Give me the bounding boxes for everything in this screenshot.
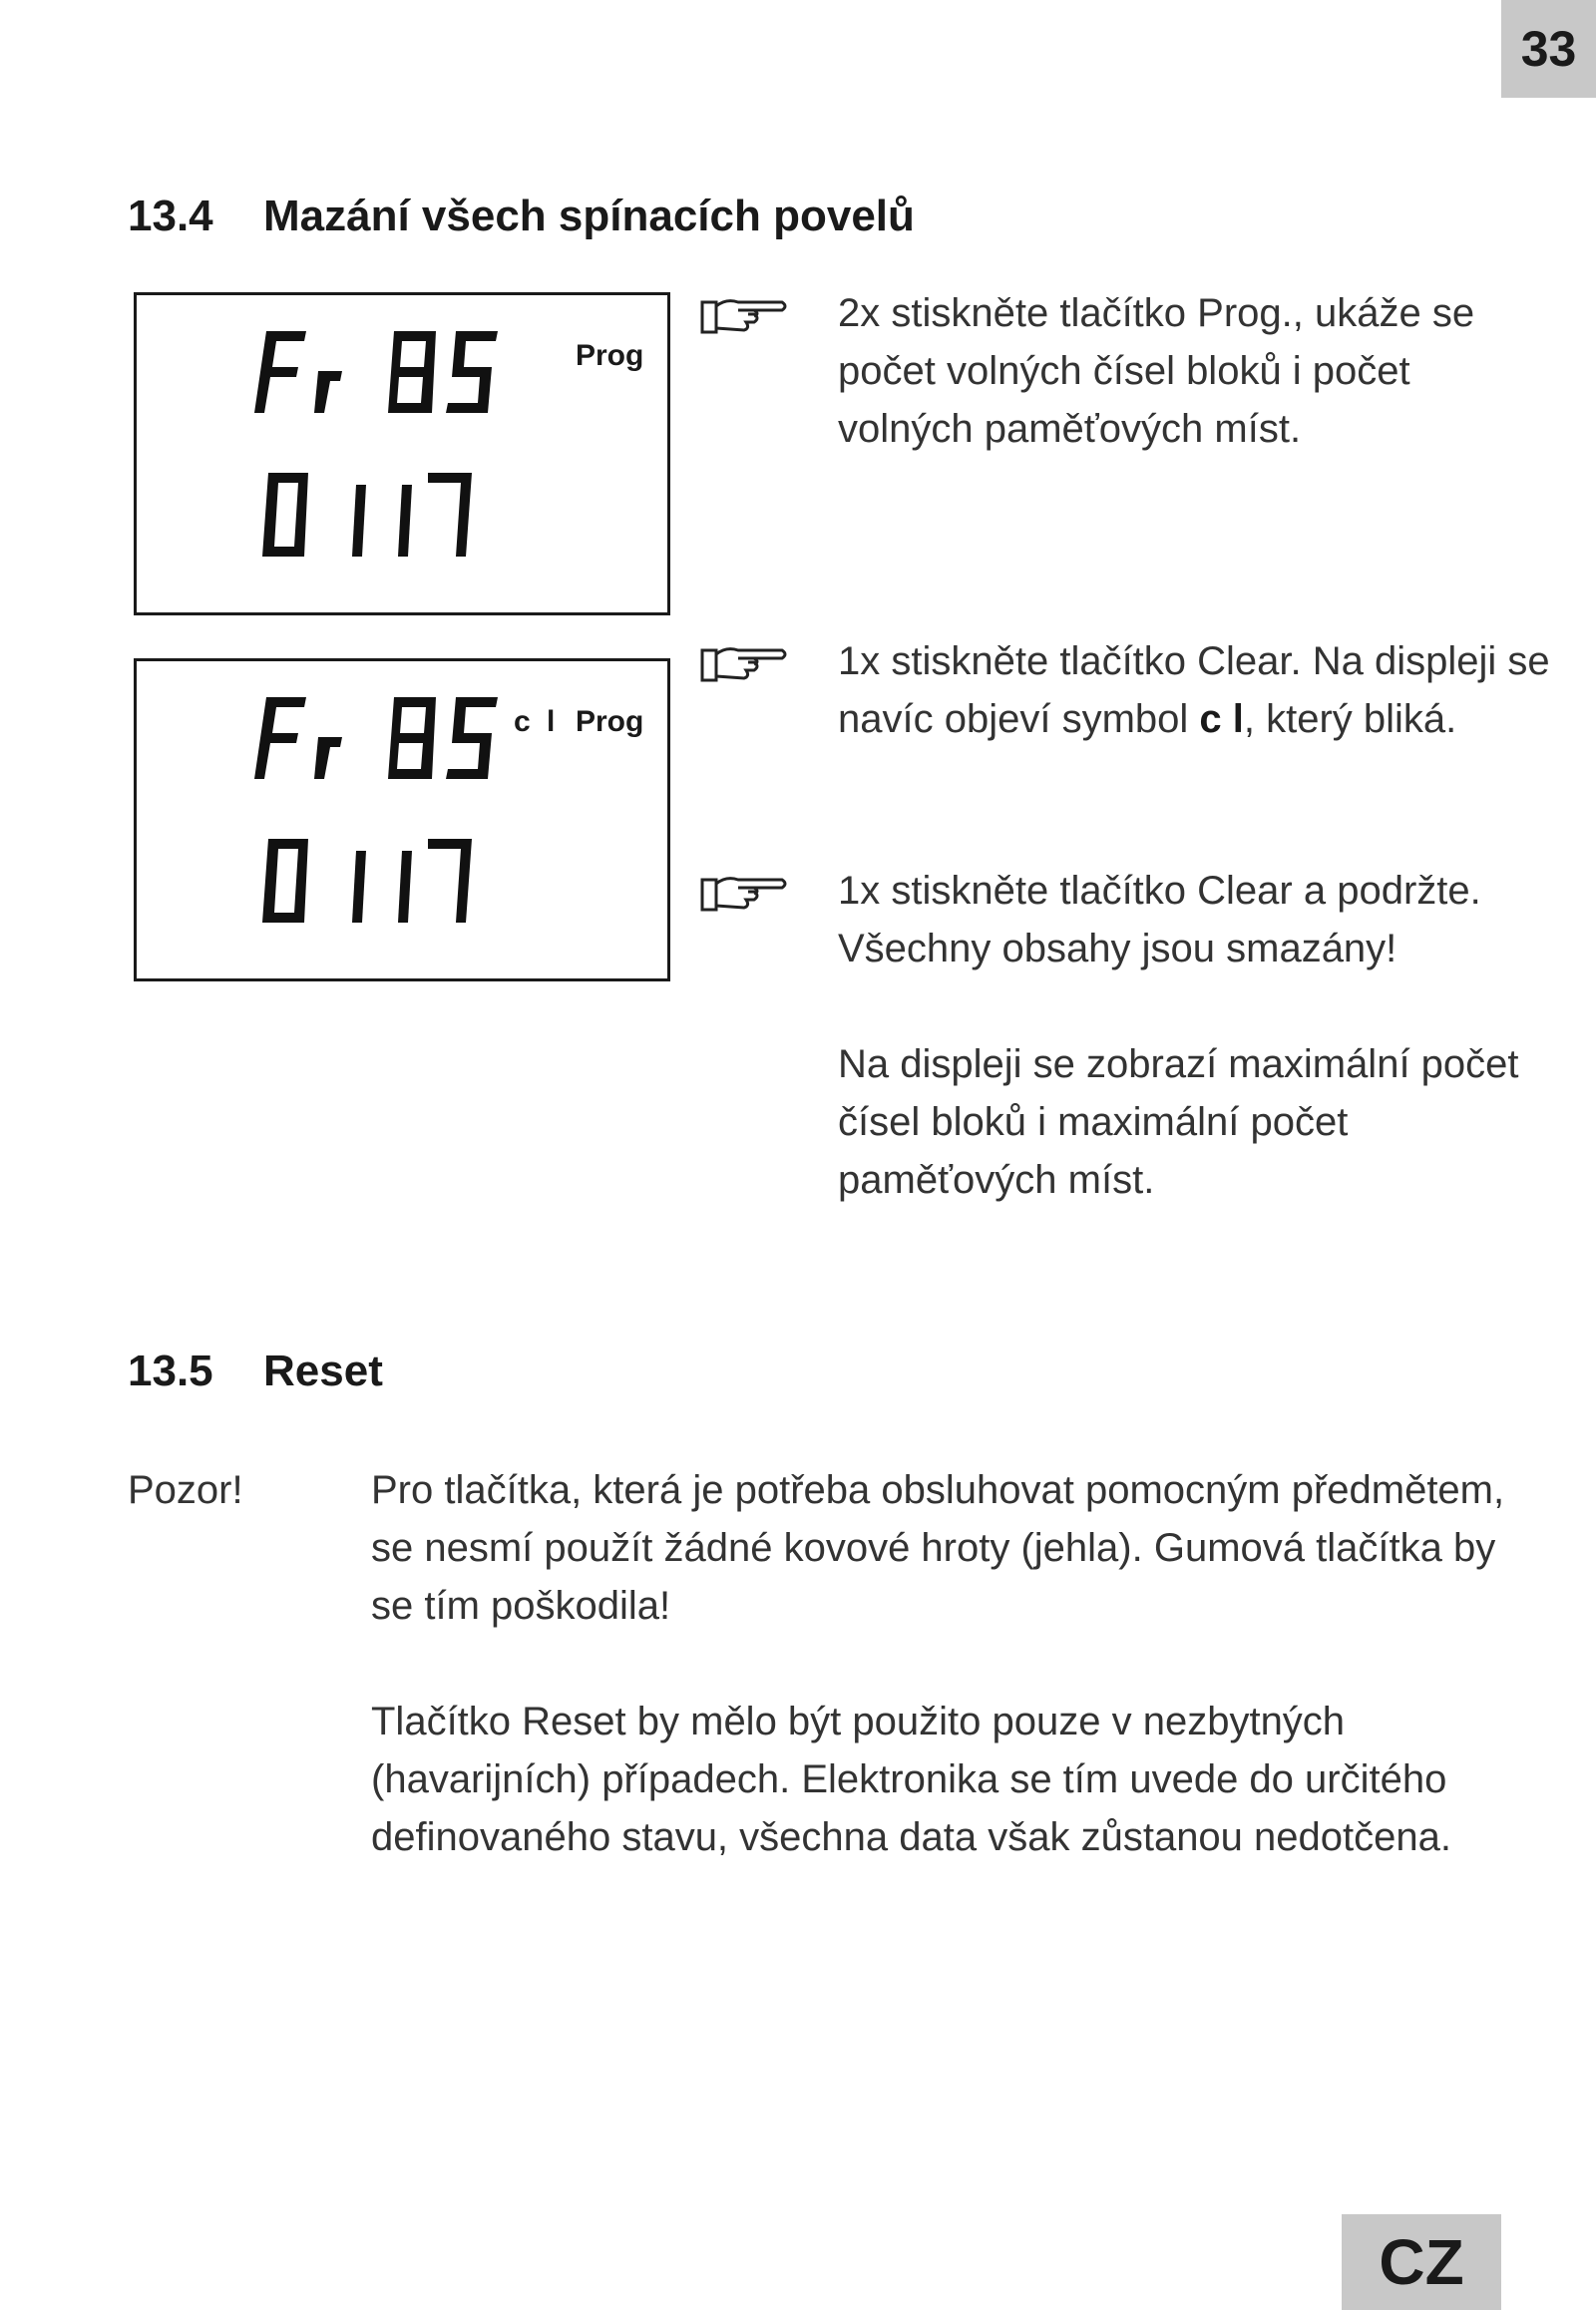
language-tab: CZ	[1342, 2214, 1501, 2310]
pointing-hand-icon	[698, 642, 790, 686]
section-number: 13.5	[128, 1347, 213, 1395]
pointing-hand-icon	[698, 294, 790, 338]
lcd-symbol-label: c l	[514, 705, 560, 738]
page-number: 33	[1501, 0, 1596, 98]
step-2-text	[838, 632, 1556, 748]
step-1-text: 2x stiskněte tlačítko Prog., ukáže se počet volných čísel bloků i počet volných paměťových míst.	[838, 291, 1475, 451]
step-2-line: 1x stiskněte tlačítko Clear. Na displeji se navíc objeví symbol	[838, 639, 1550, 741]
section-heading-13-5	[128, 1347, 383, 1396]
caution-label: Pozor!	[128, 1468, 243, 1512]
caution-text: Pro tlačítka, která je potřeba obsluhovat pomocným předmětem, se nesmí použít žádné kovové hroty (jehla). Gumová tlačítka by se tím poškodila!	[371, 1468, 1505, 1628]
section-title: Reset	[263, 1347, 383, 1395]
section-heading-13-4	[128, 192, 915, 241]
lcd-digits-line2	[262, 839, 472, 923]
step-3-text: 1x stiskněte tlačítko Clear a podržte. Všechny obsahy jsou smazány!	[838, 869, 1481, 970]
lcd-digits-line2	[262, 473, 472, 557]
lcd-prog-label: Prog	[576, 705, 644, 738]
pointing-hand-icon	[698, 872, 790, 916]
lcd-digits-line1	[254, 331, 498, 413]
lcd-display-2	[134, 658, 670, 981]
lcd-digits-line1	[254, 697, 498, 779]
step-2-symbol: c l	[1199, 697, 1244, 741]
note-text: Na displeji se zobrazí maximální počet čísel bloků i maximální počet paměťových míst.	[838, 1042, 1519, 1202]
lcd-prog-label: Prog	[576, 339, 644, 372]
section-title: Mazání všech spínacích povelů	[263, 192, 915, 240]
section-number: 13.4	[128, 192, 213, 240]
lcd-display-1	[134, 292, 670, 615]
reset-text: Tlačítko Reset by mělo být použito pouze v nezbytných (havarijních) případech. Elektronika se tím uvede do určitého definovaného stavu, všechna data však zůstanou nedotčena.	[371, 1700, 1451, 1859]
step-2-tail: , který bliká.	[1243, 697, 1457, 741]
